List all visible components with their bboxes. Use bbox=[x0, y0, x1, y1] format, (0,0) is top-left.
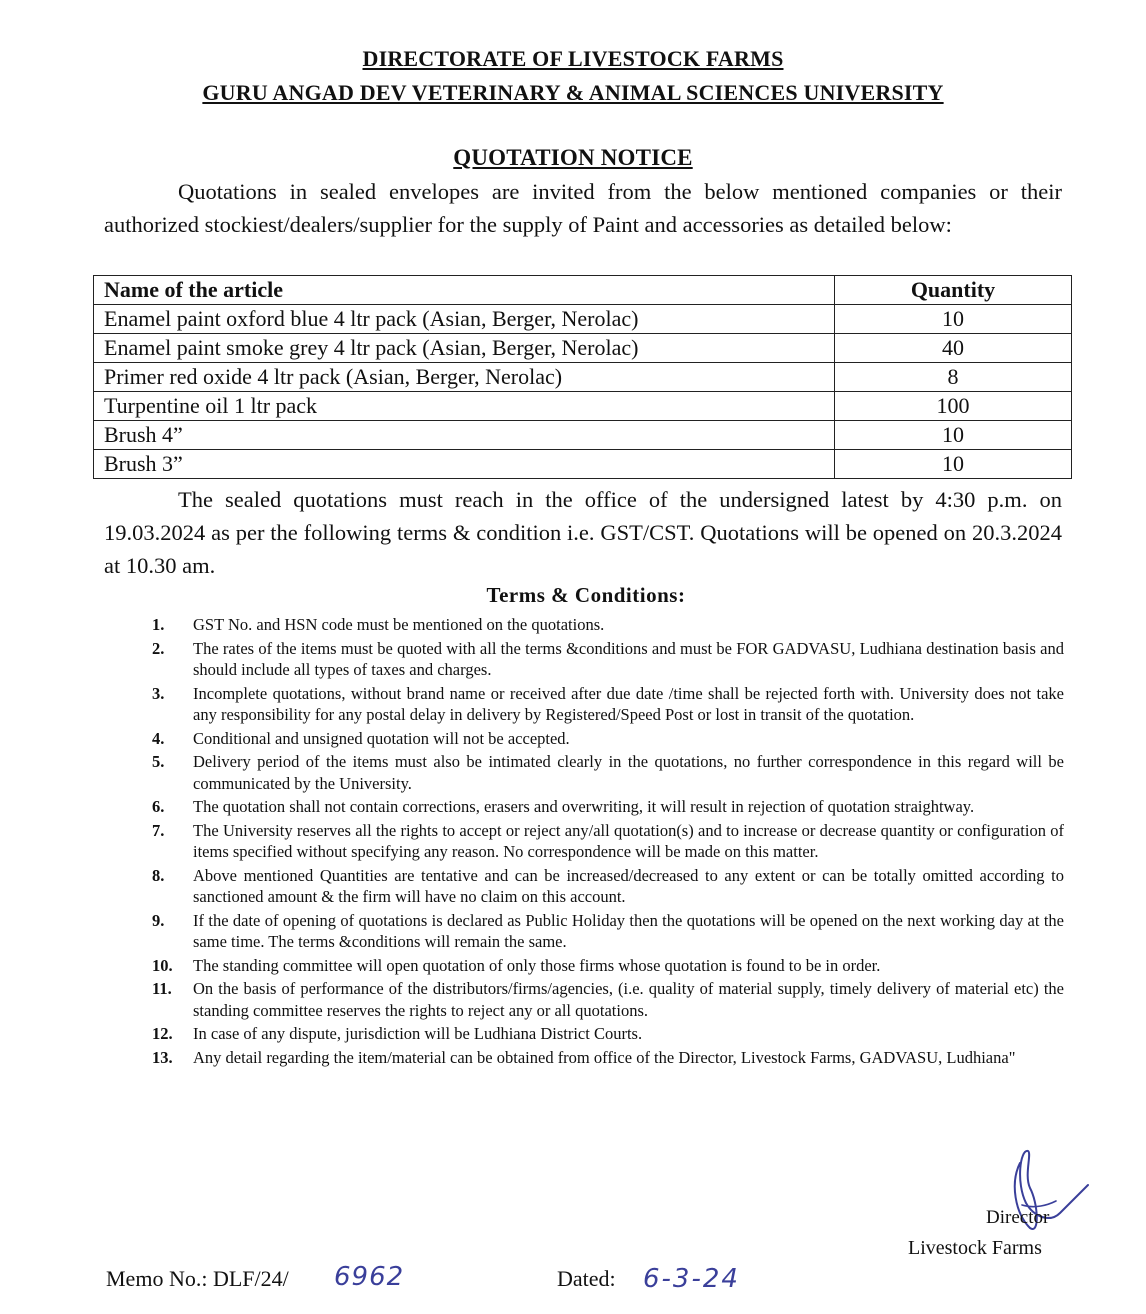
list-item bbox=[152, 796, 1064, 818]
article-name-header: Name of the article bbox=[94, 276, 835, 305]
term-text: Conditional and unsigned quotation will not be accepted. bbox=[193, 728, 570, 748]
term-number: 13. bbox=[152, 1047, 173, 1067]
quantity-cell: 10 bbox=[835, 421, 1072, 450]
list-item bbox=[152, 978, 1064, 1021]
directorate-heading: DIRECTORATE OF LIVESTOCK FARMS bbox=[362, 46, 784, 71]
dated-value-handwritten: 6-3-24 bbox=[643, 1264, 740, 1294]
article-name-cell: Primer red oxide 4 ltr pack (Asian, Berger, Nerolac) bbox=[94, 363, 835, 392]
list-item bbox=[152, 955, 1064, 977]
list-item bbox=[152, 638, 1064, 681]
signatory-office: Livestock Farms bbox=[908, 1237, 1042, 1259]
term-number: 7. bbox=[152, 820, 165, 840]
quantity-cell: 40 bbox=[835, 334, 1072, 363]
article-name-cell: Enamel paint smoke grey 4 ltr pack (Asian, Berger, Nerolac) bbox=[94, 334, 835, 363]
term-number: 10. bbox=[152, 955, 173, 975]
term-number: 4. bbox=[152, 728, 165, 748]
list-item bbox=[152, 1023, 1064, 1045]
intro-paragraph: Quotations in sealed envelopes are invited from the below mentioned companies or their authorized stockiest/dealers/supplier for the supply of Paint and accessories as detailed below: bbox=[104, 179, 1062, 237]
closing-paragraph: The sealed quotations must reach in the office of the undersigned latest by 4:30 p.m. on 19.03.2024 as per the following terms & condition i.e. GST/CST. Quotations will be opened on 20.3.2024 at 10.30 am. bbox=[104, 487, 1062, 578]
term-number: 2. bbox=[152, 638, 165, 658]
table-row bbox=[94, 334, 1072, 363]
table-row bbox=[94, 450, 1072, 479]
list-item bbox=[152, 728, 1064, 750]
table-row bbox=[94, 421, 1072, 450]
list-item bbox=[152, 820, 1064, 863]
term-number: 9. bbox=[152, 910, 165, 930]
table-row bbox=[94, 363, 1072, 392]
term-text: If the date of opening of quotations is declared as Public Holiday then the quotations will be opened on the next working day at the same time. The terms &conditions will remain the same. bbox=[193, 910, 1064, 951]
term-text: Above mentioned Quantities are tentative and can be increased/decreased to any extent or can be totally omitted according to sanctioned amount & the firm will have no claim on this account. bbox=[193, 865, 1064, 906]
memo-number-handwritten: 6962 bbox=[334, 1262, 405, 1292]
term-number: 11. bbox=[152, 979, 172, 998]
quantity-cell: 100 bbox=[835, 392, 1072, 421]
list-item bbox=[152, 614, 1064, 636]
term-number: 6. bbox=[152, 797, 165, 816]
terms-title: Terms & Conditions: bbox=[486, 583, 686, 607]
term-text: The rates of the items must be quoted with all the terms &conditions and must be FOR GADVASU, Ludhiana destination basis and should include all types of taxes and charges. bbox=[193, 638, 1064, 679]
article-name-cell: Turpentine oil 1 ltr pack bbox=[94, 392, 835, 421]
term-text: On the basis of performance of the distributors/firms/agencies, (i.e. quality of material supply, timely delivery of material etc) the standing committee reserves the rights to reject any or all quotations. bbox=[193, 979, 1064, 1020]
list-item bbox=[152, 865, 1064, 908]
signatory-designation: Director bbox=[986, 1207, 1050, 1228]
dated-label: Dated: bbox=[557, 1266, 616, 1291]
term-text: Incomplete quotations, without brand name or received after due date /time shall be rejected forth with. University does not take any responsibility for any postal delay in delivery by Registered/Speed Post or lost in transit of the quotation. bbox=[193, 683, 1064, 724]
term-text: The University reserves all the rights to accept or reject any/all quotation(s) and to increase or decrease quantity or configuration of items specified without specifying any reason. No correspondence will be made on this matter. bbox=[193, 820, 1064, 861]
term-text: In case of any dispute, jurisdiction will be Ludhiana District Courts. bbox=[193, 1024, 643, 1043]
term-number: 8. bbox=[152, 865, 165, 885]
term-number: 5. bbox=[152, 752, 165, 771]
table-row bbox=[94, 305, 1072, 334]
term-number: 1. bbox=[152, 615, 165, 634]
term-text: Any detail regarding the item/material can be obtained from office of the Director, Livestock Farms, GADVASU, Ludhiana" bbox=[193, 1047, 1016, 1067]
article-name-cell: Brush 4” bbox=[94, 421, 835, 450]
term-text: Delivery period of the items must also be intimated clearly in the quotations, no further correspondence in this regard will be communicated by the University. bbox=[193, 752, 1064, 793]
notice-title: QUOTATION NOTICE bbox=[453, 145, 693, 170]
list-item bbox=[152, 1047, 1064, 1069]
table-header-row bbox=[94, 276, 1072, 305]
quantity-header: Quantity bbox=[835, 276, 1072, 305]
terms-list bbox=[152, 614, 1064, 1070]
quantity-cell: 10 bbox=[835, 305, 1072, 334]
article-name-cell: Brush 3” bbox=[94, 450, 835, 479]
term-text: GST No. and HSN code must be mentioned on the quotations. bbox=[193, 615, 605, 634]
term-text: The quotation shall not contain corrections, erasers and overwriting, it will result in rejection of quotation straightway. bbox=[193, 797, 975, 816]
term-number: 12. bbox=[152, 1024, 173, 1043]
articles-table bbox=[93, 275, 1072, 479]
list-item bbox=[152, 910, 1064, 953]
quantity-cell: 8 bbox=[835, 363, 1072, 392]
quantity-cell: 10 bbox=[835, 450, 1072, 479]
university-heading: GURU ANGAD DEV VETERINARY & ANIMAL SCIENCES UNIVERSITY bbox=[202, 80, 944, 105]
term-number: 3. bbox=[152, 683, 165, 703]
list-item bbox=[152, 683, 1064, 726]
list-item bbox=[152, 751, 1064, 794]
memo-label: Memo No.: DLF/24/ bbox=[106, 1266, 289, 1291]
term-text: The standing committee will open quotation of only those firms whose quotation is found to be in order. bbox=[193, 955, 881, 975]
table-row bbox=[94, 392, 1072, 421]
article-name-cell: Enamel paint oxford blue 4 ltr pack (Asian, Berger, Nerolac) bbox=[94, 305, 835, 334]
